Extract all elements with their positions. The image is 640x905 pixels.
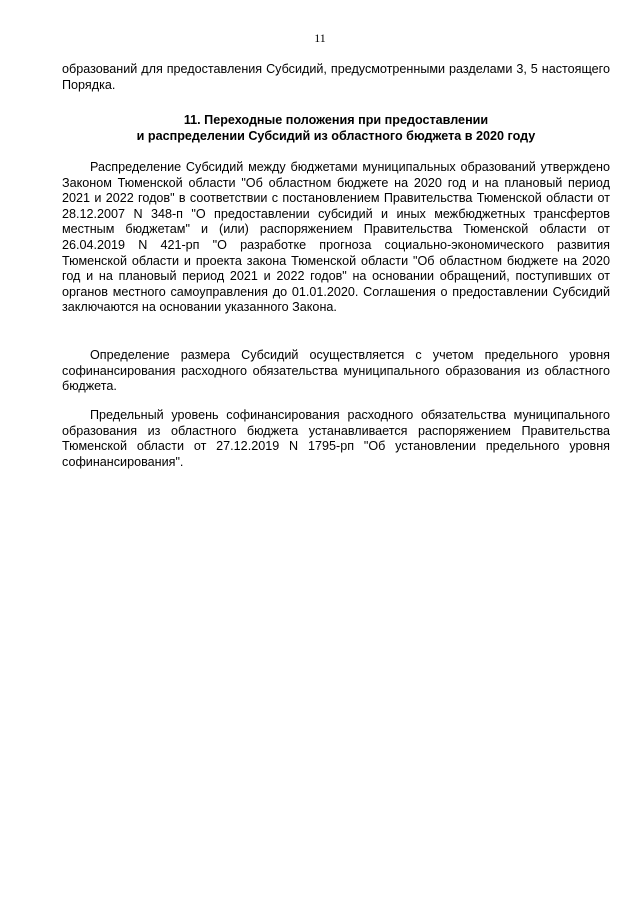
section-heading <box>62 112 610 144</box>
paragraph-3: Предельный уровень софинансирования расходного обязательства муниципального образования из областного бюджета устанавливается распоряжением Правительства Тюменской области от 27.12.2019 N 1795-рп "Об установлении предельного уровня софинансирования". <box>62 408 610 469</box>
section-title-line-1: 11. Переходные положения при предоставлении <box>183 113 489 127</box>
paragraph-1: Распределение Субсидий между бюджетами муниципальных образований утверждено Законом Тюменской области "Об областном бюджете на 2020 год и на плановый период 2021 и 2022 годов" в соответствии с постановлением Правительства Тюменской области от 28.12.2007 N 348-п "О предоставлении субсидий и иных межбюджетных трансфертов местным бюджетам" и (или) распоряжением Правительства Тюменской области от 26.04.2019 N 421-рп "О разработке прогноза социально-экономического развития Тюменской области и проекта закона Тюменской области "Об областном бюджете на 2020 год и на плановый период 2021 и 2022 годов" на основании обращений, поступивших от органов местного самоуправления до 01.01.2020. Соглашения о предоставлении Субсидий заключаются на основании указанного Закона. <box>62 160 610 315</box>
paragraph-2: Определение размера Субсидий осуществляется с учетом предельного уровня софинансирования расходного обязательства муниципального образования из областного бюджета. <box>62 348 610 394</box>
paragraph-2-block <box>62 348 610 395</box>
intro-paragraph: образований для предоставления Субсидий, предусмотренными разделами 3, 5 настоящего Порядка. <box>62 62 610 92</box>
section-title-line-2: и распределении Субсидий из областного бюджета в 2020 году <box>136 129 536 143</box>
paragraph-3-block <box>62 408 610 470</box>
page-number: 11 <box>314 31 326 45</box>
paragraph-1-block <box>62 160 610 316</box>
intro-block <box>62 62 610 93</box>
